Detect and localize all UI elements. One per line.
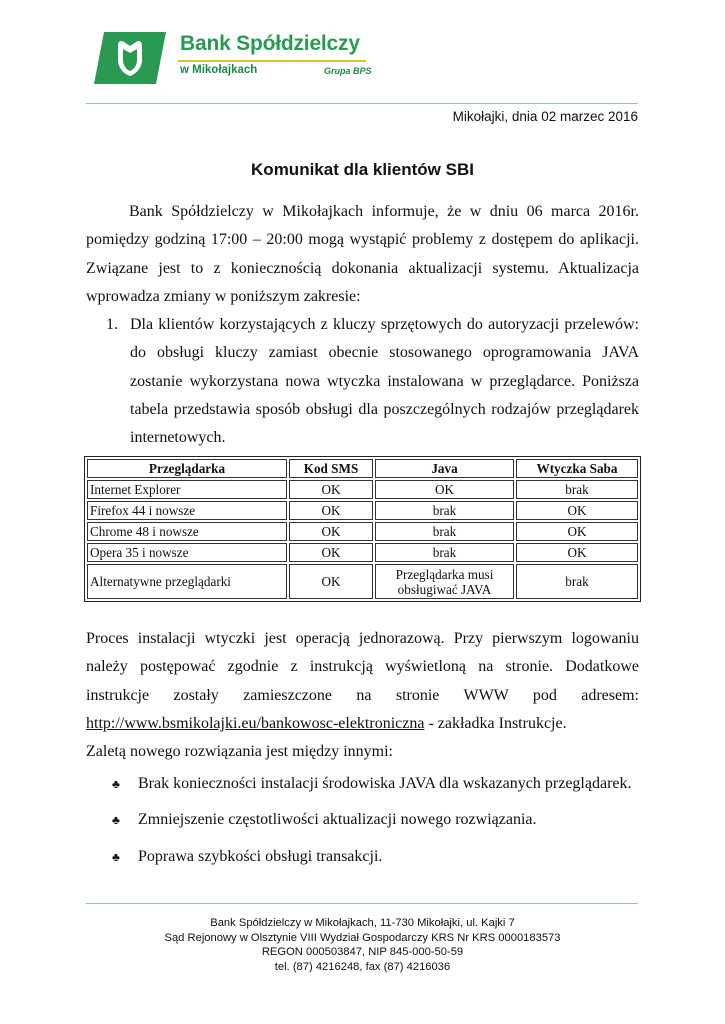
table-row — [87, 543, 638, 562]
table-row — [87, 501, 638, 520]
bank-logo — [94, 30, 384, 86]
process-paragraph — [86, 625, 639, 766]
table-cell: OK — [289, 564, 373, 599]
table-header-cell: Kod SMS — [289, 459, 373, 478]
table-row — [87, 564, 638, 599]
table-cell: brak — [516, 564, 638, 599]
table-cell: Przeglądarka musi obsługiwać JAVA — [375, 564, 514, 599]
table-cell: Opera 35 i nowsze — [87, 543, 287, 562]
table-cell: OK — [516, 543, 638, 562]
footer-address: Bank Spółdzielczy w Mikołajkach, 11-730 Mikołajki, ul. Kajki 7 — [210, 917, 515, 929]
list-number: 1. — [106, 316, 118, 333]
list-item — [112, 806, 639, 834]
table-cell: brak — [516, 480, 638, 499]
bank-logo-icon — [94, 30, 166, 86]
bullet-icon: ♣ — [112, 813, 120, 828]
advantages-intro: Zaletą nowego rozwiązania jest między innymi: — [86, 743, 393, 761]
footer-divider — [86, 903, 638, 904]
date-line: Mikołajki, dnia 02 marzec 2016 — [452, 109, 638, 124]
table-header-cell: Wtyczka Saba — [516, 459, 638, 478]
bullet-text: Zmniejszenie częstotliwości aktualizacji nowego rozwiązania. — [138, 811, 537, 829]
table-row — [87, 522, 638, 541]
table-row — [87, 480, 638, 499]
logo-accent-line — [178, 60, 366, 62]
table-cell: brak — [375, 522, 514, 541]
table-header-cell: Przeglądarka — [87, 459, 287, 478]
intro-paragraph: Bank Spółdzielczy w Mikołajkach informuje, że w dniu 06 marca 2016r. pomiędzy godziną 17:00 – 20:00 mogą wystąpić problemy z dostępem do aplikacji. Związane jest to z koniecznością dokonania aktualizacji systemu. Aktualizacja wprowadza zmiany w poniższym zakresie: — [86, 203, 639, 305]
browser-support-table — [84, 456, 641, 602]
table-cell: brak — [375, 501, 514, 520]
bank-name: Bank Spółdzielczy — [180, 32, 360, 55]
table-cell: Chrome 48 i nowsze — [87, 522, 287, 541]
footer-registry: Sąd Rejonowy w Olsztynie VIII Wydział Gospodarczy KRS Nr KRS 0000183573 — [164, 931, 561, 944]
list-item-text: Dla klientów korzystających z kluczy sprzętowych do autoryzacji przelewów: do obsługi kluczy zamiast obecnie stosowanego oprogramowania JAVA zostanie wykorzystana nowa wtyczka instalowana w przeglądarce. Poniższa tabela przedstawia sposób obsługi dla poszczególnych rodzajów przeglądarek internetowych. — [130, 316, 639, 447]
list-item — [112, 843, 639, 871]
numbered-list — [106, 311, 639, 452]
table-cell: OK — [375, 480, 514, 499]
footer-phone: tel. (87) 4216248, fax (87) 4216036 — [274, 960, 451, 973]
table-cell: OK — [289, 543, 373, 562]
advantages-list — [112, 770, 639, 871]
bullet-icon: ♣ — [112, 849, 120, 864]
bank-group: Grupa BPS — [324, 66, 372, 76]
link-suffix: - zakładka Instrukcje. — [424, 714, 567, 732]
bullet-text: Poprawa szybkości obsługi transakcji. — [138, 847, 383, 865]
footer-ids: REGON 000503847, NIP 845-000-50-59 — [261, 946, 464, 958]
table-cell: Firefox 44 i nowsze — [87, 501, 287, 520]
table-cell: OK — [516, 501, 638, 520]
table-header-cell: Java — [375, 459, 514, 478]
table-header-row — [87, 459, 638, 478]
table-cell: OK — [516, 522, 638, 541]
footer — [0, 916, 725, 974]
bullet-text: Brak konieczności instalacji środowiska JAVA dla wskazanych przeglądarek. — [138, 775, 632, 792]
list-item — [112, 770, 639, 798]
page-title: Komunikat dla klientów SBI — [251, 160, 474, 179]
process-text: Proces instalacji wtyczki jest operacją jednorazową. Przy pierwszym logowaniu należy postępować zgodnie z instrukcją wyświetloną na stronie. Dodatkowe instrukcje zostały zamieszczone na stronie WWW pod adresem: — [86, 630, 639, 704]
table-cell: Internet Explorer — [87, 480, 287, 499]
bank-location: w Mikołajkach — [180, 64, 258, 76]
table-cell: OK — [289, 501, 373, 520]
instructions-link[interactable]: http://www.bsmikolajki.eu/bankowosc-elektroniczna — [86, 714, 425, 732]
header-divider — [86, 103, 638, 104]
table-cell: OK — [289, 522, 373, 541]
table-cell: Alternatywne przeglądarki — [87, 564, 287, 599]
table-cell: brak — [375, 543, 514, 562]
table-cell: OK — [289, 480, 373, 499]
bullet-icon: ♣ — [112, 777, 120, 791]
